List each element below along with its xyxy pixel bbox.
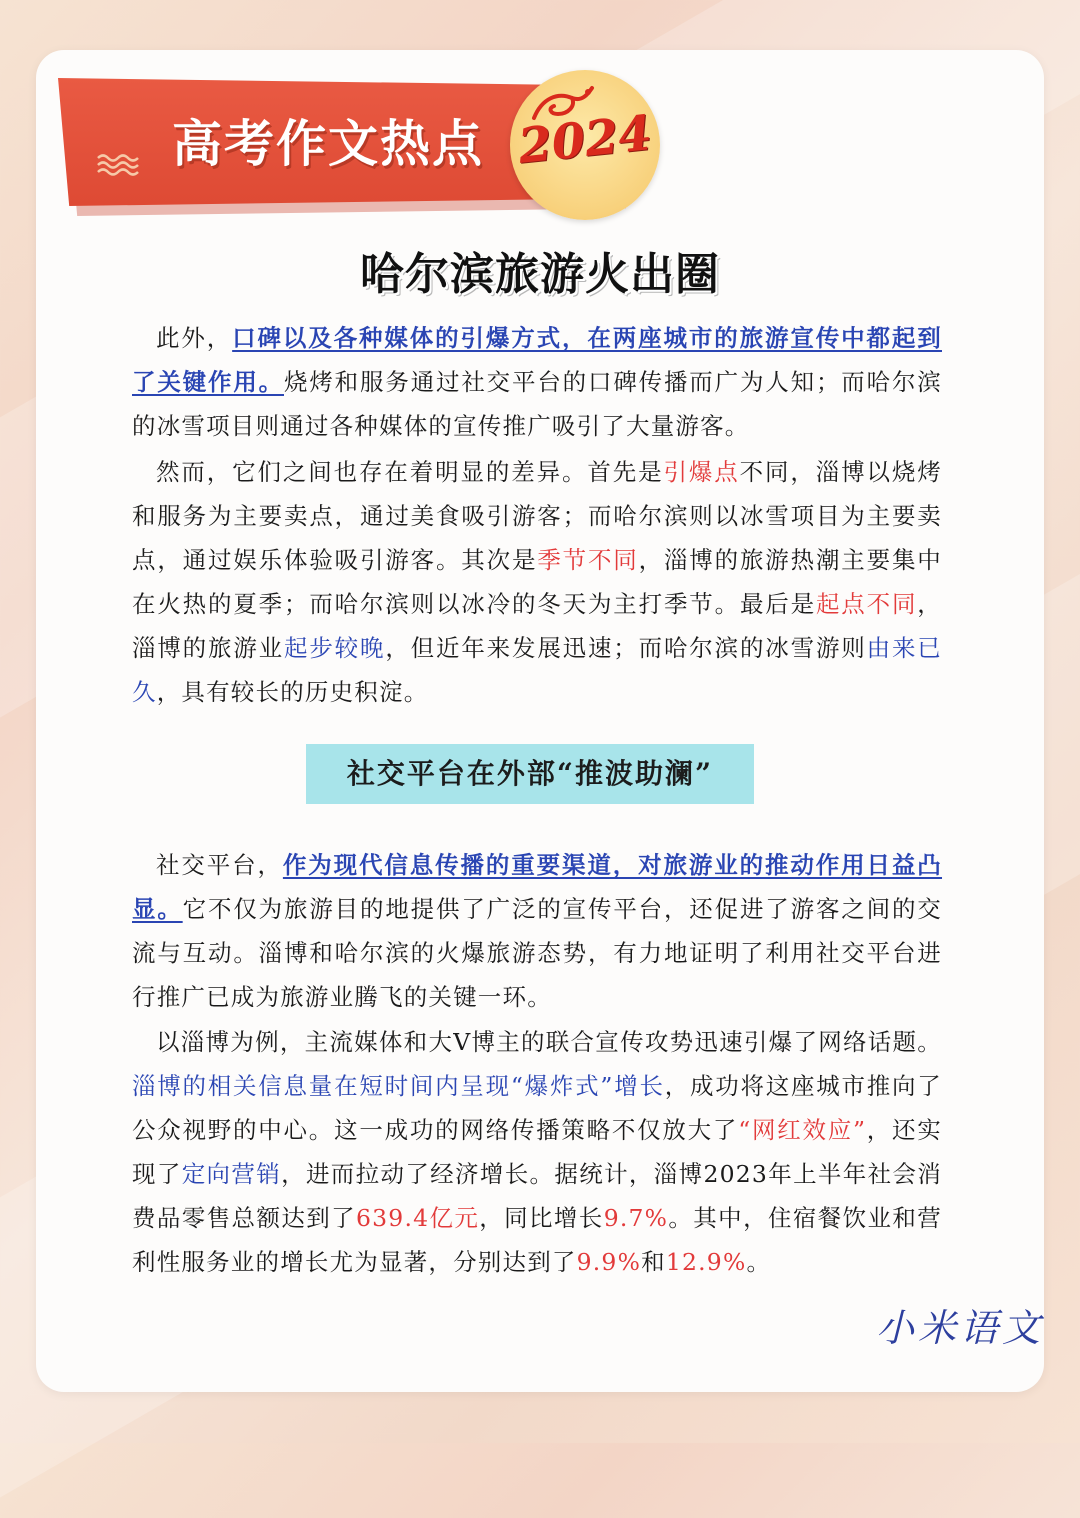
body-text: ，但近年来发展迅速；而哈尔滨的冰雪游则 (385, 634, 867, 662)
highlight-text: 起步较晚 (284, 634, 386, 662)
highlight-text: 9.7% (603, 1204, 669, 1232)
body-text: 烧烤和服务通过社交平台的口碑传播而广为人知；而哈尔滨的冰雪项目则通过各种媒体的宣传推广吸引了大量游客。 (132, 368, 943, 440)
subheading-box (306, 744, 754, 804)
highlight-text: 定向营销 (181, 1160, 282, 1188)
year-text: 2024 (515, 105, 655, 175)
signature: 小米语文 (876, 1306, 1045, 1350)
body-text: ，成功将这座城市推向了公众视野的中心。这一成功的网络传播策略不仅放大了 (132, 1072, 942, 1144)
paragraph-4 (132, 1020, 942, 1284)
highlight-text: 12.9% (665, 1248, 747, 1276)
highlight-text: 引爆点 (663, 458, 740, 486)
highlight-text: 作为现代信息传播的重要渠道，对旅游业的推动作用日益凸显。 (132, 851, 943, 923)
body-text: 。 (746, 1248, 772, 1276)
paragraph-2 (132, 450, 942, 714)
highlight-text: 9.9% (576, 1248, 642, 1276)
body-text: ，进而拉动了经济增长。据统计，淄博2023年上半年社会消费品零售总额达到了 (132, 1160, 942, 1232)
highlight-text: 639.4亿元 (356, 1204, 480, 1232)
body-text: 此外， (156, 324, 233, 352)
highlight-text: 由来已久 (132, 634, 942, 706)
highlight-text: 起点不同 (815, 590, 918, 618)
body-text: ，淄博的旅游业 (132, 590, 942, 662)
subheading: 社交平台在外部“推波助澜” (346, 757, 714, 790)
paragraph-3 (132, 843, 942, 1019)
waves-icon (96, 152, 142, 178)
body-text: ，具有较长的历史积淀。 (156, 678, 429, 706)
body-text: 不同，淄博以烧烤和服务为主要卖点，通过美食吸引游客；而哈尔滨则以冰雪项目为主要卖点，通过娱乐体验吸引游客。其次是 (132, 458, 943, 574)
body-text: 和 (641, 1248, 666, 1276)
body-text: ，淄博的旅游热潮主要集中在火热的夏季；而哈尔滨则以冰冷的冬天为主打季节。最后是 (132, 546, 942, 618)
body-text: 然而，它们之间也存在着明显的差异。首先是 (156, 458, 664, 486)
body-text: ，同比增长 (479, 1204, 604, 1232)
highlight-text: 淄博的相关信息量在短时间内呈现“爆炸式”增长 (132, 1072, 665, 1100)
body-text: 。其中，住宿餐饮业和营利性服务业的增长尤为显著，分别达到了 (132, 1204, 942, 1276)
page-title: 哈尔滨旅游火出圈 (360, 249, 720, 300)
highlight-text: “网红效应” (738, 1116, 867, 1144)
highlight-text: 口碑以及各种媒体的引爆方式，在两座城市的旅游宣传中都起到了关键作用。 (132, 324, 942, 396)
body-text: 社交平台， (156, 851, 283, 879)
highlight-text: 季节不同 (537, 546, 639, 574)
banner-title: 高考作文热点 (172, 115, 484, 173)
paragraph-1 (132, 316, 942, 448)
body-text: ，还实现了 (132, 1116, 942, 1188)
body-text: 它不仅为旅游目的地提供了广泛的宣传平台，还促进了游客之间的交流与互动。淄博和哈尔滨的火爆旅游态势，有力地证明了利用社交平台进行推广已成为旅游业腾飞的关键一环。 (132, 895, 943, 1011)
year-badge (510, 70, 660, 220)
body-text: 以淄博为例，主流媒体和大V博主的联合宣传攻势迅速引爆了网络话题。 (156, 1028, 942, 1056)
